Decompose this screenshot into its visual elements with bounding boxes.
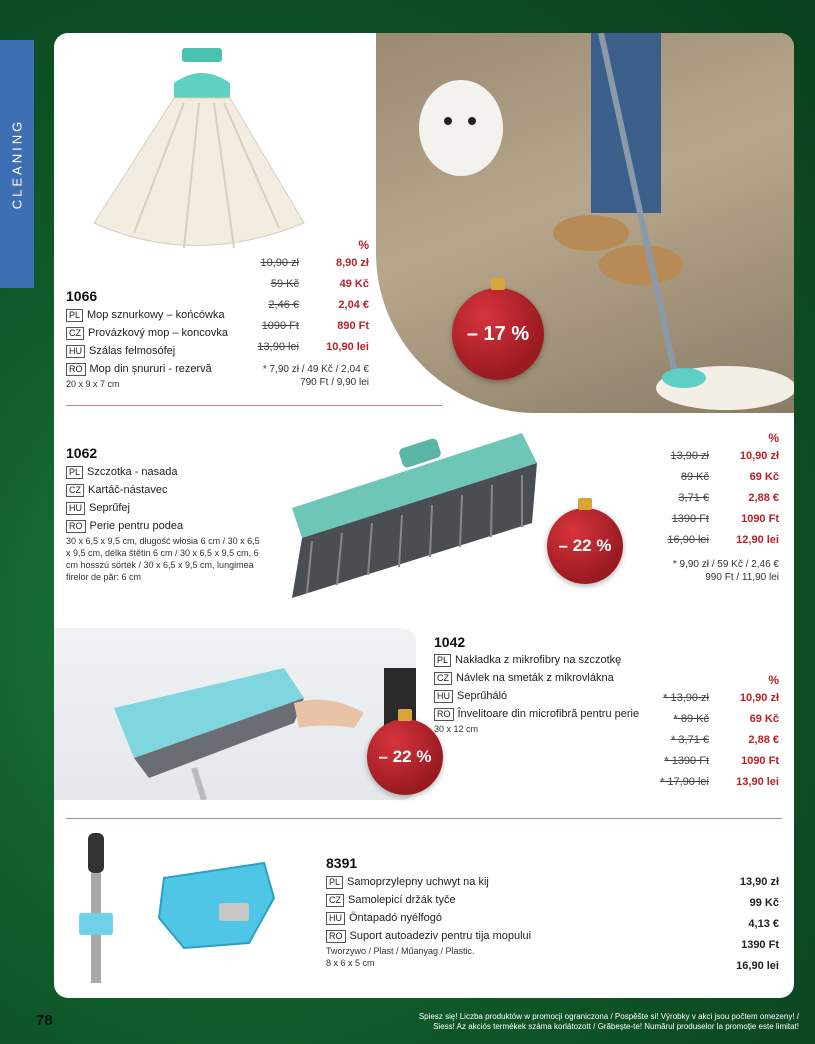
new-price: 12,90 lei [736, 533, 779, 546]
name-pl: PL Nakładka z mikrofibry na szczotkę [434, 651, 639, 669]
new-price: 69 Kč [749, 712, 779, 725]
percent-symbol: % [768, 431, 779, 445]
name-pl: PL Samoprzylepny uchwyt na kij [326, 873, 531, 891]
old-price: 13,90 lei [257, 340, 299, 353]
price-table [654, 871, 779, 976]
old-price: 59 Kč [270, 277, 299, 290]
price-row [654, 934, 779, 955]
price-row [634, 750, 779, 771]
old-price: 2,46 € [268, 298, 299, 311]
new-price: 69 Kč [749, 470, 779, 483]
old-price: * 1390 Ft [664, 754, 709, 767]
discount-badge [547, 508, 623, 584]
section-divider [66, 405, 442, 406]
price-table [644, 431, 779, 550]
price-row [644, 508, 779, 529]
name-hu: HU Öntapadó nyélfogó [326, 909, 531, 927]
price: 16,90 lei [736, 959, 779, 972]
price-row [644, 466, 779, 487]
new-price: 2,04 € [338, 298, 369, 311]
product-names [326, 873, 531, 969]
product-1066 [54, 43, 794, 413]
product-1042 [54, 631, 794, 831]
product-dimensions: 30 x 6,5 x 9,5 cm, długość włosia 6 cm / 30 x 6,5 x 9,5 cm, délka štětin 6 cm / 30 x 6,5 x 9,5 cm, 6 cm hosszú sörték / 30 x 6,5 x 9,5 cm, lungimea firelor de păr: 6 cm [66, 536, 260, 582]
product-sku: 8391 [326, 855, 358, 871]
catalog-page [54, 33, 794, 998]
name-ro: RO Perie pentru podea [66, 517, 266, 535]
name-cz: CZ Samolepicí držák tyče [326, 891, 531, 909]
price-row [644, 445, 779, 466]
product-1062 [54, 423, 794, 633]
name-ro: RO Mop din șnururi - rezervă [66, 360, 228, 378]
product-dimensions: 20 x 9 x 7 cm [66, 379, 120, 389]
category-tab [0, 40, 34, 288]
new-price: 49 Kč [339, 277, 369, 290]
discount-label: – 17 % [466, 322, 530, 345]
price-footnote: * 9,90 zł / 59 Kč / 2,46 € 990 Ft / 11,90 lei [672, 559, 779, 583]
page-number: 78 [36, 1012, 53, 1029]
name-hu: HU Seprűháló [434, 687, 639, 705]
new-price: 10,90 lei [326, 340, 369, 353]
product-sku: 1062 [66, 445, 98, 461]
price-row [644, 487, 779, 508]
price-row [654, 913, 779, 934]
old-price: 10,90 zł [260, 256, 299, 269]
old-price: * 17,90 lei [660, 775, 709, 788]
new-price: 10,90 zł [739, 691, 779, 704]
new-price: 8,90 zł [335, 256, 369, 269]
price: 99 Kč [749, 896, 779, 909]
price-footnote: * 7,90 zł / 49 Kč / 2,04 € 790 Ft / 9,90 lei [262, 364, 369, 388]
old-price: * 13,90 zł [663, 691, 709, 704]
mop-head-image [74, 43, 314, 258]
price-row [239, 294, 369, 315]
new-price: 2,88 € [748, 491, 779, 504]
price-table [634, 673, 779, 792]
product-names [434, 651, 639, 735]
brush-head-image [282, 423, 542, 603]
old-price: 13,90 zł [670, 449, 709, 462]
name-cz: CZ Návlek na smeták z mikrovlákna [434, 669, 639, 687]
old-price: 16,90 lei [667, 533, 709, 546]
new-price: 10,90 zł [739, 449, 779, 462]
new-price: 13,90 lei [736, 775, 779, 788]
price-row [654, 955, 779, 976]
price-row [239, 252, 369, 273]
name-cz: CZ Provázkový mop – koncovka [66, 324, 228, 342]
name-pl: PL Mop sznurkowy – końcówka [66, 306, 228, 324]
price-row [654, 892, 779, 913]
name-hu: HU Szálas felmosófej [66, 342, 228, 360]
section-divider [66, 818, 782, 819]
old-price: * 3,71 € [671, 733, 709, 746]
product-sku: 1066 [66, 288, 98, 304]
name-ro: RO Suport autoadeziv pentru tija mopului [326, 927, 531, 945]
old-price: * 89 Kč [673, 712, 709, 725]
price-row [634, 708, 779, 729]
discount-badge [367, 719, 443, 795]
product-names [66, 463, 266, 583]
name-cz: CZ Kartáč-nástavec [66, 481, 266, 499]
footer-disclaimer: Spiesz się! Liczba produktów w promocji ograniczona / Pospěšte si! Výrobky v akci jsou počtem omezeny! / Siess! Az akciós termékek száma korlátozott / Grăbește-te! Numărul produselor la promoție este limitat! [418, 1012, 799, 1031]
old-price: 1390 Ft [671, 512, 709, 525]
old-price: 3,71 € [678, 491, 709, 504]
price: 13,90 zł [739, 875, 779, 888]
category-tab-label: CLEANING [9, 118, 25, 210]
product-dimensions: 8 x 6 x 5 cm [326, 958, 375, 968]
discount-badge [452, 288, 544, 380]
new-price: 2,88 € [748, 733, 779, 746]
price-row [634, 771, 779, 792]
discount-label: – 22 % [378, 747, 432, 766]
product-sku: 1042 [434, 634, 466, 650]
old-price: 1090 Ft [261, 319, 299, 332]
price-row [634, 729, 779, 750]
old-price: 89 Kč [680, 470, 709, 483]
name-pl: PL Szczotka - nasada [66, 463, 266, 481]
new-price: 1090 Ft [741, 754, 779, 767]
product-material: Tworzywo / Plast / Műanyag / Plastic. [326, 946, 475, 956]
product-8391 [54, 823, 794, 998]
price-row [644, 529, 779, 550]
new-price: 1090 Ft [741, 512, 779, 525]
percent-symbol: % [358, 238, 369, 252]
name-hu: HU Seprűfej [66, 499, 266, 517]
product-names [66, 306, 228, 390]
new-price: 890 Ft [337, 319, 369, 332]
price-row [239, 273, 369, 294]
price-row [239, 336, 369, 357]
percent-symbol: % [768, 673, 779, 687]
product-dimensions: 30 x 12 cm [434, 724, 479, 734]
price-row [239, 315, 369, 336]
discount-label: – 22 % [558, 536, 612, 555]
price-row [634, 687, 779, 708]
price: 4,13 € [748, 917, 779, 930]
price: 1390 Ft [741, 938, 779, 951]
name-ro: RO Învelitoare din microfibră pentru perie [434, 705, 639, 723]
price-table [239, 238, 369, 357]
price-row [654, 871, 779, 892]
mop-holder-image [74, 828, 314, 988]
